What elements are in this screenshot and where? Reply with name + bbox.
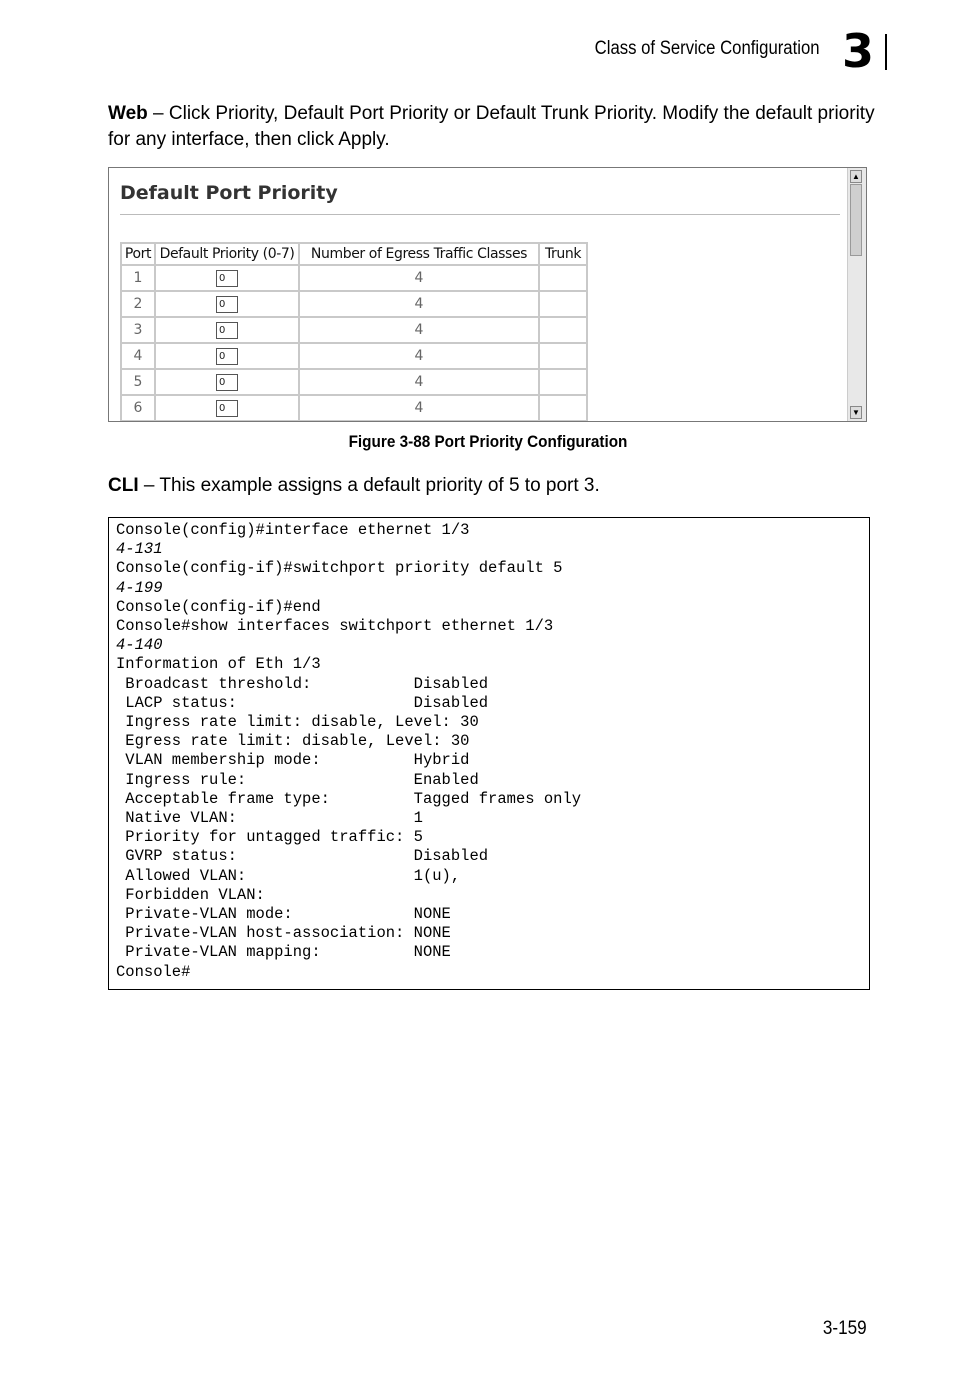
egress-classes-cell: 4 — [299, 369, 539, 395]
egress-classes-cell: 4 — [299, 395, 539, 421]
priority-cell — [155, 369, 299, 395]
code-line: LACP status: Disabled — [116, 693, 489, 712]
default-port-priority-panel — [108, 167, 867, 422]
code-line: Private-VLAN mode: NONE — [116, 905, 451, 924]
priority-cell — [155, 291, 299, 317]
port-cell: 1 — [121, 265, 155, 291]
port-cell: 3 — [121, 317, 155, 343]
table-row — [121, 369, 587, 395]
priority-input[interactable]: 0 — [216, 322, 238, 339]
cli-lead: CLI — [108, 475, 139, 496]
scroll-down-arrow-icon[interactable]: ▼ — [850, 406, 862, 419]
col-header-port: Port — [121, 243, 155, 265]
code-line: Console(config)#interface ethernet 1/3 — [116, 521, 470, 539]
code-line: Private-VLAN host-association: NONE — [116, 924, 451, 943]
command-reference: 4-140 — [116, 636, 163, 655]
web-instructions — [108, 101, 878, 153]
vertical-scrollbar[interactable] — [847, 168, 866, 421]
col-header-default-priority: Default Priority (0-7) — [155, 243, 299, 265]
priority-input[interactable]: 0 — [216, 348, 238, 365]
egress-classes-cell: 4 — [299, 265, 539, 291]
code-line: Native VLAN: 1 — [116, 809, 423, 828]
port-cell: 6 — [121, 395, 155, 421]
cli-instructions — [108, 473, 878, 499]
panel-title-rule — [120, 214, 840, 215]
code-line: Information of Eth 1/3 — [116, 655, 321, 674]
priority-input[interactable]: 0 — [216, 374, 238, 391]
table-row — [121, 317, 587, 343]
trunk-cell — [539, 317, 587, 343]
scrollbar-thumb[interactable] — [850, 184, 862, 256]
priority-cell — [155, 317, 299, 343]
command-reference: 4-199 — [116, 578, 163, 597]
port-priority-table — [120, 242, 588, 422]
trunk-cell — [539, 343, 587, 369]
table-row — [121, 265, 587, 291]
code-line: Console(config-if)#end — [116, 597, 321, 616]
cli-example-box — [108, 517, 870, 990]
code-line: Forbidden VLAN: — [116, 885, 265, 904]
priority-input[interactable]: 0 — [216, 270, 238, 287]
code-line: Egress rate limit: disable, Level: 30 — [116, 732, 470, 751]
trunk-cell — [539, 265, 587, 291]
code-line: Console# — [116, 962, 191, 981]
priority-cell — [155, 343, 299, 369]
web-lead: Web — [108, 103, 148, 124]
chapter-divider — [885, 34, 887, 70]
running-header-title: Class of Service Configuration — [595, 38, 820, 59]
trunk-cell — [539, 291, 587, 317]
code-line: Ingress rate limit: disable, Level: 30 — [116, 713, 479, 732]
code-line: VLAN membership mode: Hybrid — [116, 751, 470, 770]
egress-classes-cell: 4 — [299, 343, 539, 369]
figure-caption: Figure 3-88 Port Priority Configuration — [348, 432, 628, 451]
priority-input[interactable]: 0 — [216, 400, 238, 417]
code-line: Priority for untagged traffic: 5 — [116, 828, 423, 847]
command-reference: 4-131 — [116, 540, 163, 559]
port-cell: 4 — [121, 343, 155, 369]
egress-classes-cell: 4 — [299, 291, 539, 317]
code-line: Console#show interfaces switchport ethernet 1/3 — [116, 617, 554, 636]
trunk-cell — [539, 395, 587, 421]
page-number: 3-159 — [823, 1318, 867, 1339]
table-header-row — [121, 243, 587, 265]
panel-title: Default Port Priority — [120, 182, 338, 204]
table-row — [121, 343, 587, 369]
port-cell: 2 — [121, 291, 155, 317]
code-line: Ingress rule: Enabled — [116, 770, 479, 789]
code-line: Console(config-if)#switchport priority default 5 — [116, 559, 563, 578]
trunk-cell — [539, 369, 587, 395]
priority-input[interactable]: 0 — [216, 296, 238, 313]
code-line: Broadcast threshold: Disabled — [116, 674, 489, 693]
table-row — [121, 395, 587, 421]
port-cell: 5 — [121, 369, 155, 395]
chapter-number: 3 — [842, 24, 875, 78]
priority-cell — [155, 395, 299, 421]
code-line: Acceptable frame type: Tagged frames only — [116, 789, 582, 808]
egress-classes-cell: 4 — [299, 317, 539, 343]
code-line: GVRP status: Disabled — [116, 847, 489, 866]
priority-cell — [155, 265, 299, 291]
code-line: Private-VLAN mapping: NONE — [116, 943, 451, 962]
scroll-up-arrow-icon[interactable]: ▲ — [850, 170, 862, 183]
code-line: Allowed VLAN: 1(u), — [116, 866, 461, 885]
cli-text: – This example assigns a default priority of 5 to port 3. — [138, 475, 600, 496]
col-header-trunk: Trunk — [539, 243, 587, 265]
col-header-egress-classes: Number of Egress Traffic Classes — [299, 243, 539, 265]
table-row — [121, 291, 587, 317]
web-text: – Click Priority, Default Port Priority or Default Trunk Priority. Modify the default priority for any interface, then click Apply. — [108, 103, 875, 150]
